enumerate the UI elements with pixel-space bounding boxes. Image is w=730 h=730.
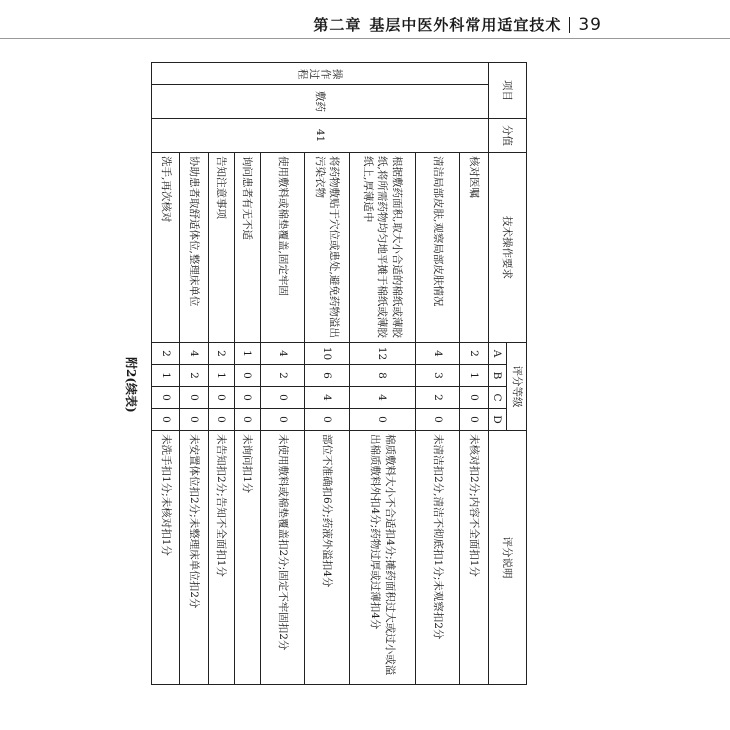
row-grade-b: 8 [349,365,416,387]
row-desc: 棉质敷料大小不合适扣4分;摊药面积过大或过小或溢出棉质敷料外扣4分;药物过厚或过薄扣4分 [349,431,416,685]
row-grade-a: 10 [305,343,349,365]
row-grade-b: 1 [152,365,180,387]
row-grade-d: 0 [416,409,460,431]
row-desc: 未清洁扣2分,清洁不彻底扣1分;未观察扣2分 [416,431,460,685]
col-header-requirement: 技术操作要求 [488,153,526,343]
row-grade-a: 1 [234,343,260,365]
sub-item-label: 敷药 [152,85,489,119]
row-grade-a: 12 [349,343,416,365]
row-grade-d: 0 [234,409,260,431]
row-requirement: 清洁局部皮肤,观察局部皮肤情况 [416,153,460,343]
row-requirement: 使用敷料或棉垫覆盖,固定牢固 [260,153,304,343]
scoring-table [151,62,527,685]
row-desc: 未询问扣1分 [234,431,260,685]
row-grade-c: 4 [305,387,349,409]
table-row [349,63,416,685]
col-header-a: A [488,343,506,365]
row-grade-a: 4 [260,343,304,365]
row-grade-a: 2 [208,343,234,365]
row-grade-d: 0 [180,409,208,431]
row-grade-d: 0 [349,409,416,431]
col-header-score: 分值 [488,119,526,153]
chapter-label: 第二章 [313,16,362,34]
row-desc: 未告知扣2分;告知不全面扣1分 [208,431,234,685]
header-separator [569,17,570,33]
table-caption: 附2(续表) [124,357,138,413]
row-grade-c: 0 [460,387,488,409]
table-row [416,63,460,685]
row-grade-b: 6 [305,365,349,387]
table-row [260,63,304,685]
row-grade-a: 2 [152,343,180,365]
row-grade-a: 4 [180,343,208,365]
col-header-item: 项目 [488,63,526,119]
row-requirement: 询问患者有无不适 [234,153,260,343]
row-grade-b: 0 [234,365,260,387]
row-grade-c: 0 [208,387,234,409]
table-row [152,63,180,685]
row-grade-b: 1 [208,365,234,387]
row-grade-a: 2 [460,343,488,365]
row-grade-d: 0 [460,409,488,431]
row-desc: 部位不准确扣6分;药液外溢扣4分 [305,431,349,685]
col-header-d: D [488,409,506,431]
row-desc: 未核对扣2分;内容不全面扣1分 [460,431,488,685]
sub-item-score: 41 [152,119,489,153]
row-desc: 未洗手扣1分;未核对扣1分 [152,431,180,685]
row-desc: 未使用敷料或棉垫覆盖扣2分;固定不牢固扣2分 [260,431,304,685]
row-grade-d: 0 [152,409,180,431]
row-requirement: 将药物敷贴于穴位或患处,避免药物溢出污染衣物 [305,153,349,343]
table-row [208,63,234,685]
row-grade-b: 2 [260,365,304,387]
section-label: 操作过程 [152,63,489,85]
col-header-desc: 评分说明 [488,431,526,685]
table-row [180,63,208,685]
row-requirement: 协助患者取舒适体位,整理床单位 [180,153,208,343]
row-desc: 未安置体位扣2分;未整理床单位扣2分 [180,431,208,685]
row-grade-a: 4 [416,343,460,365]
row-grade-c: 2 [416,387,460,409]
running-header [313,14,602,35]
row-grade-c: 4 [349,387,416,409]
col-header-c: C [488,387,506,409]
scoring-table-wrapper [151,62,527,684]
col-header-grade: 评分等级 [506,343,526,431]
row-requirement: 告知注意事项 [208,153,234,343]
row-requirement: 根据敷药面积,取大小合适的棉纸或薄胶纸,将所需药物均匀地平摊于棉纸或薄胶纸上,厚薄适中 [349,153,416,343]
row-requirement: 洗手,再次核对 [152,153,180,343]
row-grade-c: 0 [152,387,180,409]
header-rule [0,38,730,39]
row-requirement: 核对医嘱 [460,153,488,343]
chapter-title: 基层中医外科常用适宜技术 [369,16,562,34]
table-row [305,63,349,685]
row-grade-b: 1 [460,365,488,387]
row-grade-d: 0 [208,409,234,431]
row-grade-c: 0 [180,387,208,409]
row-grade-c: 0 [234,387,260,409]
page-number: 39 [578,14,602,35]
row-grade-d: 0 [260,409,304,431]
row-grade-b: 2 [180,365,208,387]
row-grade-d: 0 [305,409,349,431]
row-grade-c: 0 [260,387,304,409]
table-row [234,63,260,685]
row-grade-b: 3 [416,365,460,387]
table-row [460,63,488,685]
table-header-row [506,63,526,685]
col-header-b: B [488,365,506,387]
